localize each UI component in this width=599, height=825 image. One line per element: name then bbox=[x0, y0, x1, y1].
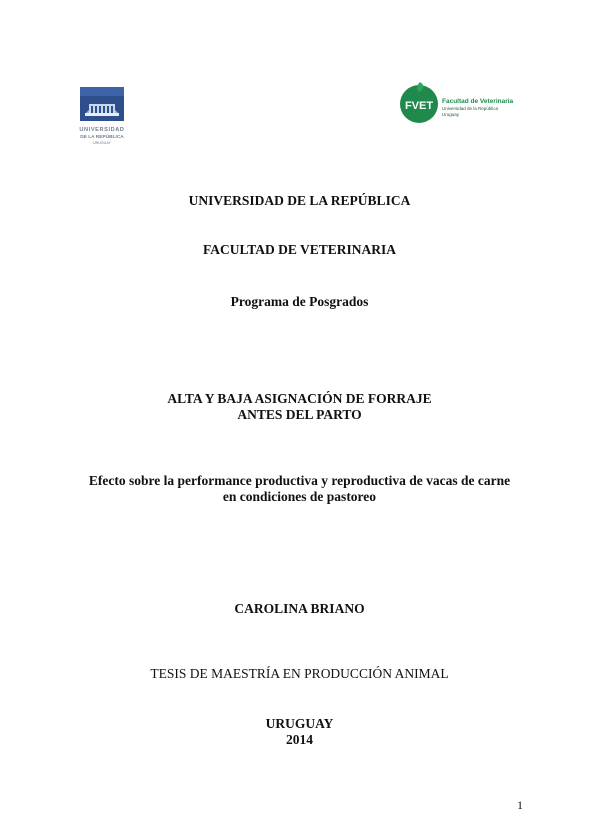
year: 2014 bbox=[286, 732, 313, 747]
program-heading: Programa de Posgrados bbox=[230, 294, 369, 309]
author-name: CAROLINA BRIANO bbox=[234, 601, 365, 616]
fvet-faculty-name: Facultad de Veterinaria bbox=[442, 98, 514, 105]
university-shield-icon bbox=[80, 87, 124, 121]
country: URUGUAY bbox=[265, 716, 334, 731]
thesis-title-line1: ALTA Y BAJA ASIGNACIÓN DE FORRAJE bbox=[167, 391, 432, 406]
fvet-university-name: Universidad de la República bbox=[442, 106, 499, 111]
udelar-line1: UNIVERSIDAD bbox=[79, 127, 125, 133]
fvet-logo bbox=[399, 80, 514, 128]
udelar-line2: DE LA REPÚBLICA bbox=[80, 135, 124, 140]
page-number: 1 bbox=[517, 798, 523, 812]
fvet-country: Uruguay bbox=[442, 112, 460, 117]
thesis-subtitle-line2: en condiciones de pastoreo bbox=[222, 489, 377, 504]
faculty-heading: FACULTAD DE VETERINARIA bbox=[202, 242, 397, 257]
fvet-emblem-icon bbox=[399, 80, 439, 124]
thesis-title-line2: ANTES DEL PARTO bbox=[237, 407, 362, 422]
thesis-type: TESIS DE MAESTRÍA EN PRODUCCIÓN ANIMAL bbox=[150, 666, 449, 681]
udelar-logo bbox=[74, 86, 130, 146]
udelar-line3: URUGUAY bbox=[93, 141, 111, 145]
thesis-subtitle-line1: Efecto sobre la performance productiva y reproductiva de vacas de carne bbox=[88, 473, 511, 488]
university-heading: UNIVERSIDAD DE LA REPÚBLICA bbox=[188, 193, 411, 208]
fvet-mark: FVET bbox=[404, 100, 434, 112]
